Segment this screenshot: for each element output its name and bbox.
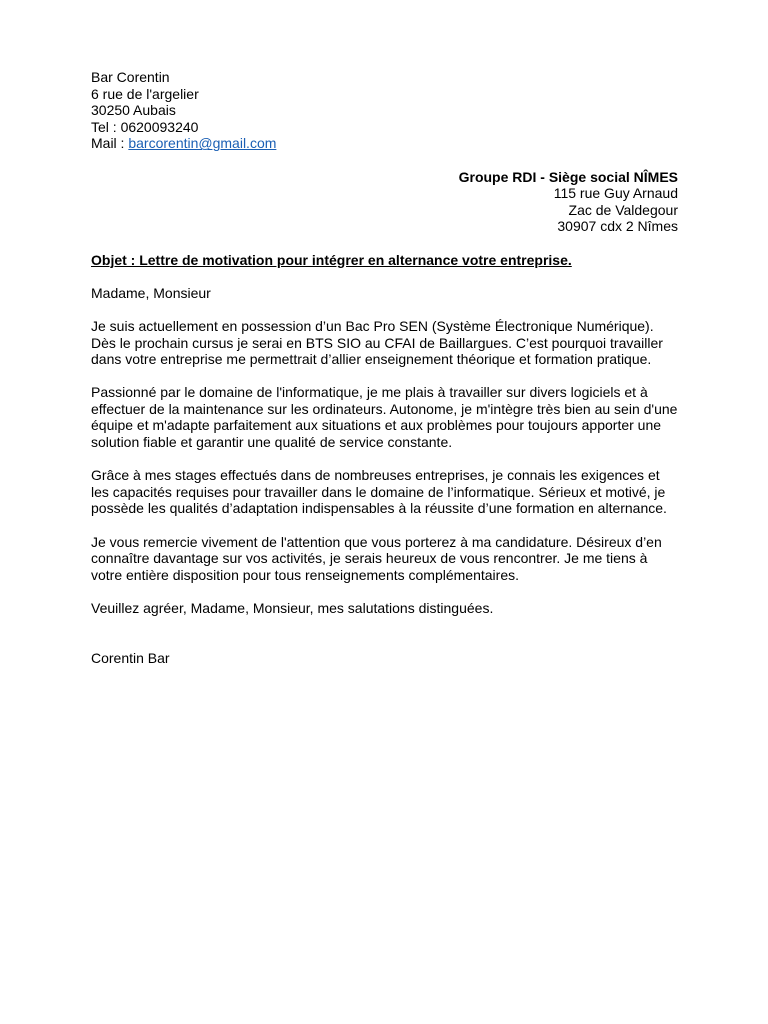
recipient-street: 115 rue Guy Arnaud (553, 185, 678, 202)
sender-email-link[interactable]: barcorentin@gmail.com (128, 135, 277, 152)
letter-salutation: Madame, Monsieur (91, 284, 211, 301)
recipient-zone: Zac de Valdegour (568, 201, 678, 218)
body-paragraph: Je vous remercie vivement de l'attention que vous porterez à ma candidature. Désireux d’en connaître davantage sur vos activités, je serais heureux de vous rencontrer. Je me tiens à votre entière disposition pour tous renseignements complémentaires. (91, 533, 662, 583)
recipient-city: 30907 cdx 2 Nîmes (557, 218, 678, 235)
closing-paragraph: Veuillez agréer, Madame, Monsieur, mes salutations distinguées. (91, 600, 494, 616)
sender-city: 30250 Aubais (91, 102, 176, 119)
sender-name: Bar Corentin (91, 69, 170, 85)
body-paragraph: Grâce à mes stages effectués dans de nombreuses entreprises, je connais les exigences et les capacités requises pour travailler dans le domaine de l’informatique. Sérieux et motivé, je possède les qualités d’adaptation indispensables à la réussite d’une formation en alternance. (91, 467, 667, 517)
sender-phone: Tel : 0620093240 (91, 118, 199, 135)
sender-street: 6 rue de l'argelier (91, 85, 199, 102)
body-paragraph: Passionné par le domaine de l'informatique, je me plais à travailler sur divers logiciels et à effectuer de la maintenance sur les ordinateurs. Autonome, je m'intègre très bien au sein d'une équipe et m'adapte parfaitement aux situations et aux problèmes pour toujours apporter une solution fiable et garantir une qualité de service constante. (91, 384, 678, 451)
recipient-company: Groupe RDI - Siège social NÎMES (458, 168, 678, 185)
sender-mail-label: Mail : (91, 135, 129, 152)
recipient-address-block (91, 169, 678, 235)
sender-address-block (91, 69, 678, 152)
sender-mail-line (91, 135, 678, 152)
body-paragraph: Je suis actuellement en possession d’un Bac Pro SEN (Système Électronique Numérique). Dès le prochain cursus je serai en BTS SIO au CFAI de Baillargues. C’est pourquoi travailler dans votre entreprise me permettrait d’allier enseignement théorique et formation pratique. (91, 317, 663, 368)
letter-subject: Objet : Lettre de motivation pour intégrer en alternance votre entreprise. (91, 251, 572, 268)
signature: Corentin Bar (91, 649, 170, 666)
